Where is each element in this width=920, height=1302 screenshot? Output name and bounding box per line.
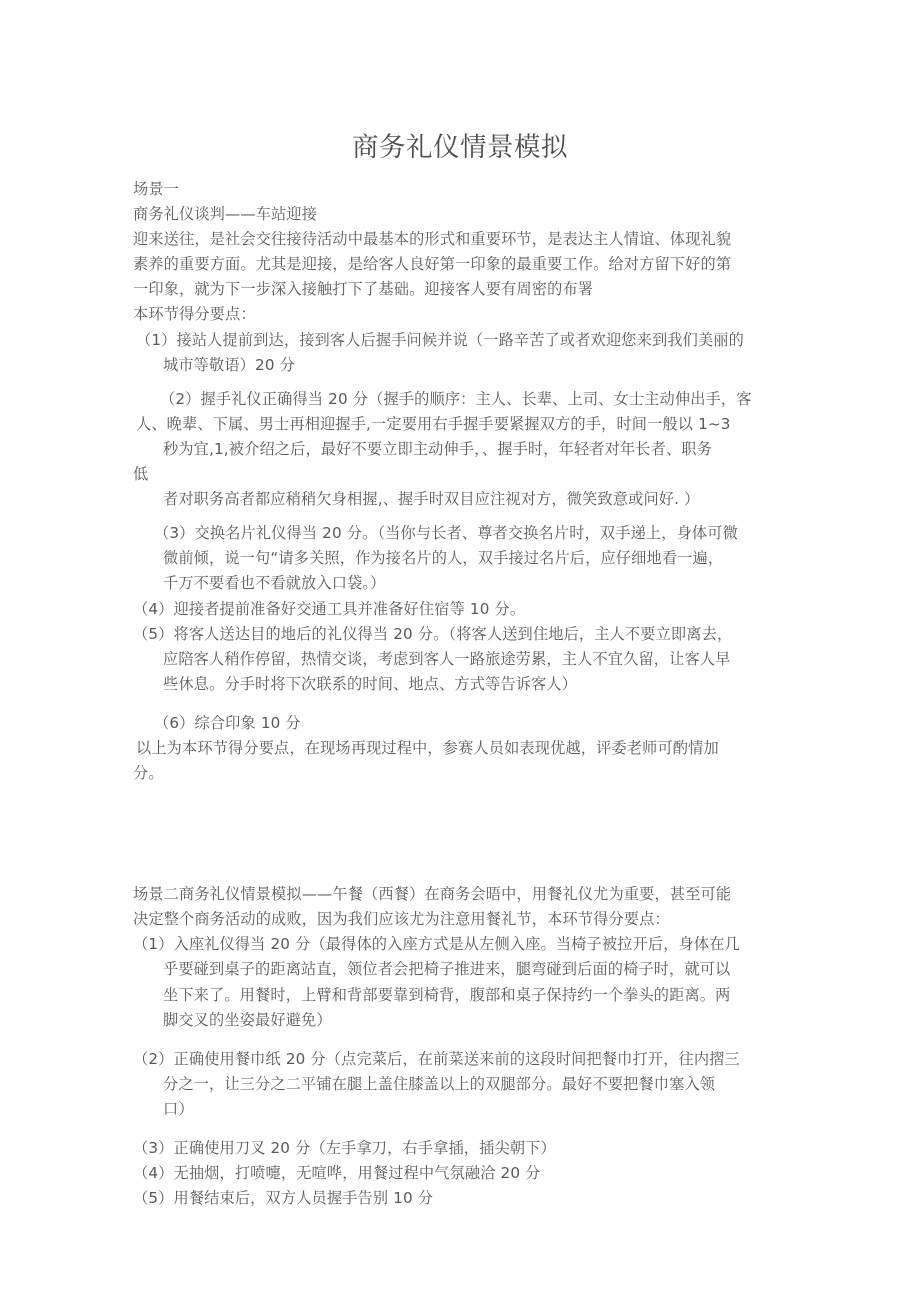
scene-one-item-1-line-1: （1）接站人提前到达，接到客人后握手问候并说（一路辛苦了或者欢迎您来到我们美丽的 — [136, 330, 744, 349]
scene-two-intro-line-2: 决定整个商务活动的成败，因为我们应该尤为注意用餐礼节，本环节得分要点： — [133, 910, 670, 929]
scene-one-item-4: （4）迎接者提前准备好交通工具并准备好住宿等 10 分。 — [133, 599, 526, 618]
page-title: 商务礼仪情景模拟 — [352, 131, 568, 163]
scene-one-item-2-line-4: 低 — [133, 465, 149, 484]
scene-one-closing-line-1: 以上为本环节得分要点，在现场再现过程中，参赛人员如表现优越，评委老师可酌情加 — [136, 738, 719, 757]
scene-one-label: 场景一 — [133, 180, 180, 198]
scene-one-item-2-line-1: （2）握手礼仪正确得当 20 分（握手的顺序：主人、长辈、上司、女士主动伸出手，客 — [160, 389, 752, 408]
scene-two-intro-line-1: 场景二商务礼仪情景模拟——午餐（西餐）在商务会晤中，用餐礼仪尤为重要，甚至可能 — [133, 885, 732, 904]
scene-two-item-2-line-3: 口） — [163, 1099, 194, 1118]
scene-one-item-2-line-2: 人、晚辈、下属、男士再相迎握手,一定要用右手握手要紧握双方的手，时间一般以 1~3 — [136, 414, 731, 433]
scene-one-intro-line-1: 迎来送往，是社会交往接待活动中最基本的形式和重要环节，是表达主人情谊、体现礼貌 — [133, 230, 732, 249]
document-body — [133, 177, 787, 1211]
scene-one-intro-line-3: 一印象，就为下一步深入接触打下了基础。迎接客人要有周密的布署 — [133, 280, 594, 299]
scene-one-closing-line-2: 分。 — [133, 764, 164, 783]
scene-two-item-1-line-4: 脚交叉的坐姿最好避免） — [163, 1010, 332, 1029]
scene-one-item-5-line-1: （5）将客人送达目的地后的礼仪得当 20 分。（将客人送到住地后，主人不要立即离去， — [133, 624, 733, 643]
scene-one-item-3-line-2: 微前倾，说一句“请多关照，作为接名片的人，双手接过名片后，应仔细地看一遍， — [163, 549, 724, 568]
scene-one-points-header: 本环节得分要点： — [133, 305, 256, 324]
scene-one-item-5-line-2: 应陪客人稍作停留，热情交谈，考虑到客人一路旅途劳累，主人不宜久留，让客人早 — [163, 649, 731, 668]
scene-one-item-3-line-1: （3）交换名片礼仪得当 20 分。（当你与长者、尊者交换名片时，双手递上，身体可微 — [154, 524, 738, 543]
scene-one-intro-line-2: 素养的重要方面。尤其是迎接，是给客人良好第一印象的最重要工作。给对方留下好的第 — [133, 255, 732, 274]
scene-one-heading: 商务礼仪谈判——车站迎接 — [133, 205, 318, 224]
scene-two-item-5: （5）用餐结束后，双方人员握手告别 10 分 — [133, 1189, 434, 1208]
scene-one-item-6: （6）综合印象 10 分 — [154, 713, 301, 732]
scene-two-item-2-line-2: 分之一，让三分之二平铺在腿上盖住膝盖以上的双腿部分。最好不要把餐巾塞入领 — [163, 1074, 716, 1093]
scene-two-item-2-line-1: （2）正确使用餐巾纸 20 分（点完菜后，在前菜送来前的这段时间把餐巾打开，往内摺三 — [133, 1049, 740, 1068]
scene-two-item-1-line-3: 坐下来了。用餐时，上臂和背部要靠到椅背，腹部和桌子保持约一个拳头的距离。两 — [163, 985, 731, 1004]
scene-one-item-2-line-5: 者对职务高者都应稍稍欠身相握,、握手时双目应注视对方，微笑致意或问好. ） — [163, 490, 700, 509]
scene-two-item-1-line-1: （1）入座礼仪得当 20 分（最得体的入座方式是从左侧入座。当椅子被拉开后，身体在几 — [133, 935, 740, 954]
scene-one-item-5-line-3: 些休息。分手时将下次联系的时间、地点、方式等告诉客人） — [163, 674, 578, 693]
scene-one-item-2-line-3: 秒为宜,1,被介绍之后，最好不要立即主动伸手，、握手时，年轻者对年长者、职务 — [163, 439, 712, 458]
scene-two-item-4: （4）无抽烟，打喷嚏，无喧哗，用餐过程中气氛融洽 20 分 — [133, 1164, 541, 1183]
scene-two-item-1-line-2: 乎要碰到桌子的距离站直，领位者会把椅子推进来，腿弯碰到后面的椅子时，就可以 — [163, 960, 731, 979]
scene-one-item-1-line-2: 城市等敬语）20 分 — [163, 355, 295, 374]
scene-two-item-3: （3）正确使用刀叉 20 分（左手拿刀，右手拿插，插尖朝下） — [133, 1139, 556, 1157]
scene-one-item-3-line-3: 千万不要看也不看就放入口袋。） — [163, 574, 386, 593]
